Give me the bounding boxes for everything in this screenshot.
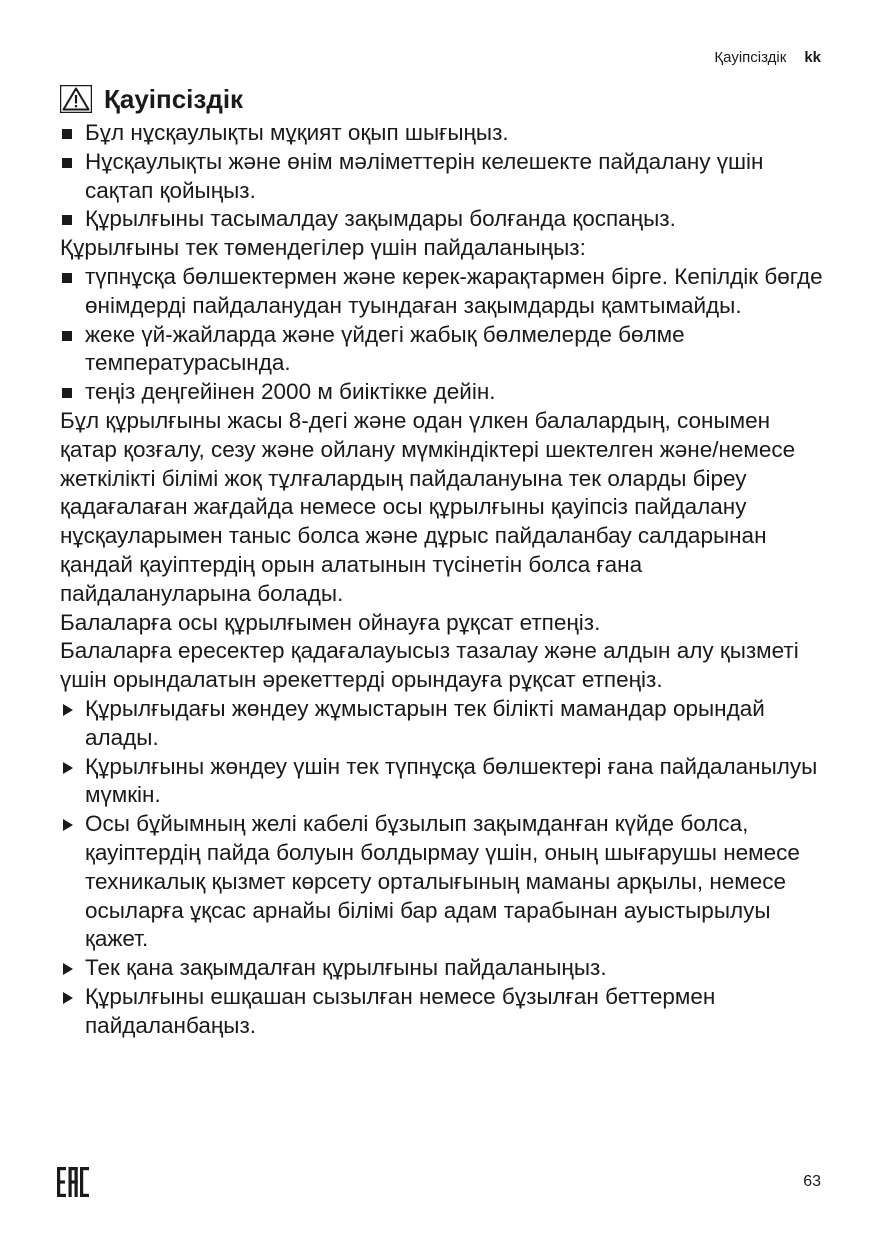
list-item: Құрылғыны ешқашан сызылған немесе бұзылған беттермен пайдаланбаңыз. (60, 983, 830, 1041)
list-item: Нұсқаулықты және өнім мәліметтерін келешекте пайдалану үшін сақтап қойыңыз. (60, 148, 830, 206)
warning-triangle-icon (60, 85, 92, 113)
list-item: Тек қана зақымдалған құрылғыны пайдаланыңыз. (60, 954, 830, 983)
list-item: түпнұсқа бөлшектермен және керек-жарақтармен бірге. Кепілдік бөгде өнімдерді пайдаланудан туындаған зақымдарды қамтымайды. (60, 263, 830, 321)
list-item: Құрылғыны жөндеу үшін тек түпнұсқа бөлшектері ғана пайдаланылуы мүмкін. (60, 753, 830, 811)
list-item: Бұл нұсқаулықты мұқият оқып шығыңыз. (60, 119, 830, 148)
eac-mark-icon (57, 1166, 89, 1198)
header-language-code: kk (804, 49, 821, 66)
children-cleaning-paragraph: Балаларға ересектер қадағалауысыз тазалау және алдын алу қызметі үшін орындалатын әрекеттерді орындауға рұқсат етпеңіз. (60, 638, 799, 693)
intended-use-list (60, 263, 830, 407)
list-item: Құрылғыны тасымалдау зақымдары болғанда қоспаңыз. (60, 205, 830, 234)
instructions-list (60, 119, 830, 234)
section-heading (60, 82, 830, 116)
intended-use-intro: Құрылғыны тек төмендегілер үшін пайдаланыңыз: (60, 235, 586, 261)
list-item: Осы бұйымның желі кабелі бұзылып зақымданған күйде болса, қауіптердің пайда болуын болдырмау үшін, оның шығарушы немесе техникалық қызмет көрсету орталығының маманы арқылы, немесе осыларға ұқсас арнайы білімі бар адам тарабынан ауыстырылуы қажет. (60, 810, 830, 954)
repair-safety-list (60, 695, 830, 1041)
header-section-name: Қауіпсіздік (714, 49, 787, 66)
children-usage-paragraph: Бұл құрылғыны жасы 8-дегі және одан үлкен балалардың, сонымен қатар қозғалу, сезу және ойлану мүмкіндіктері шектелген және/немесе жеткілікті білімі жоқ тұлғалардың пайдалануына тек оларды біреу қадағалаған жағдайда немесе осы құрылғыны қауіпсіз пайдалану нұсқауларымен таныс болса және дұрыс пайдаланбау салдарынан қандай қауіптердің орын алатынын түсінетін болса ғана пайдалануларына болады. (60, 407, 796, 606)
list-item: теңіз деңгейінен 2000 м биіктікке дейін. (60, 378, 830, 407)
page-content (60, 82, 830, 1041)
children-play-paragraph: Балаларға осы құрылғымен ойнауға рұқсат етпеңіз. (60, 609, 601, 635)
page-title: Қауіпсіздік (104, 84, 244, 114)
list-item: Құрылғыдағы жөндеу жұмыстарын тек білікті мамандар орындай алады. (60, 695, 830, 753)
list-item: жеке үй-жайларда және үйдегі жабық бөлмелерде бөлме температурасында. (60, 321, 830, 379)
page-number: 63 (803, 1173, 821, 1190)
running-header (714, 49, 821, 67)
